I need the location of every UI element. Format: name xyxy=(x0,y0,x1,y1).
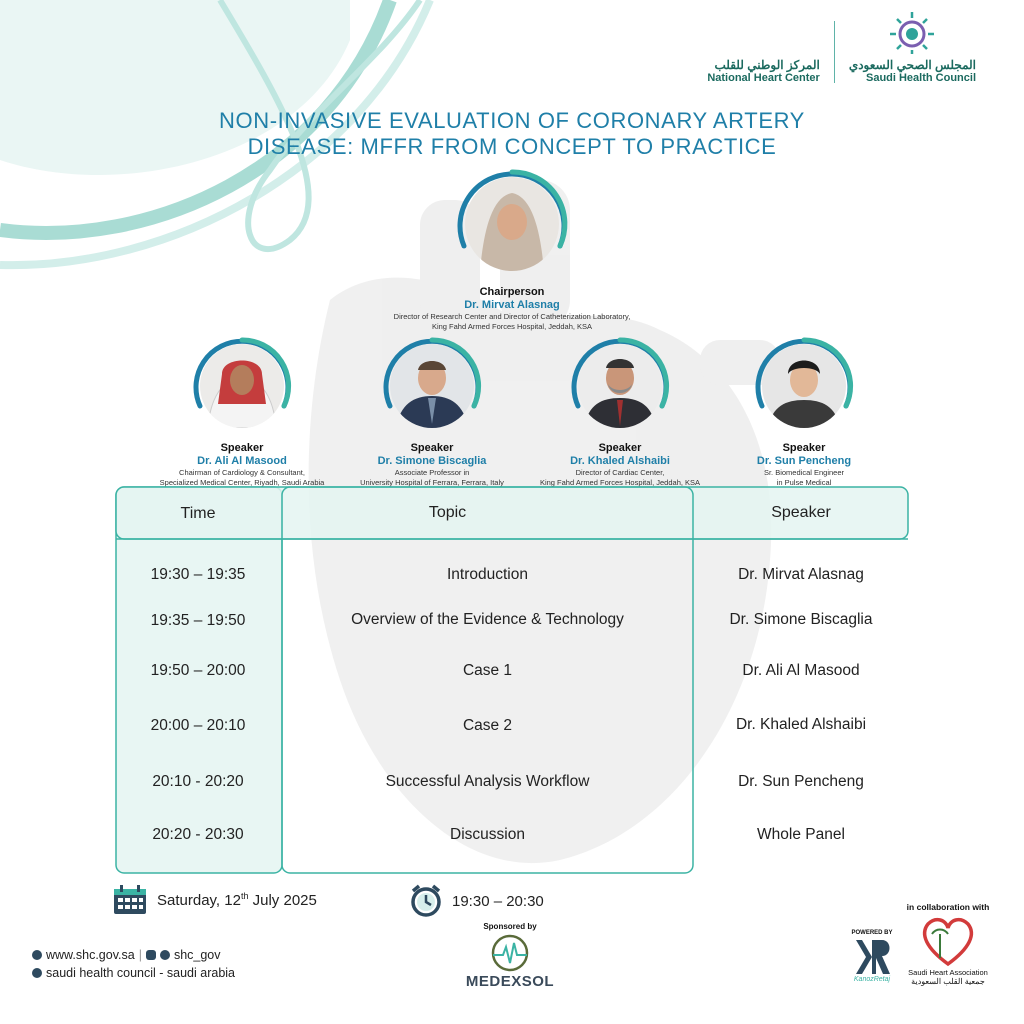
collaboration-label: in collaboration with xyxy=(906,902,990,912)
speaker-1-photo xyxy=(200,344,284,428)
speaker-4-role: Speaker xyxy=(782,442,826,454)
contact-info xyxy=(32,948,235,980)
row-5-time: 20:10 - 20:20 xyxy=(152,773,244,790)
chairperson-card xyxy=(312,166,712,332)
sponsored-by-label: Sponsored by xyxy=(483,922,537,931)
shc-emblem-icon xyxy=(888,10,936,54)
shc-english-name: Saudi Health Council xyxy=(865,72,976,84)
row-3-topic: Case 1 xyxy=(462,662,513,679)
speaker-3-photo xyxy=(578,344,662,428)
event-time xyxy=(410,884,544,918)
speaker-3-portrait-ring xyxy=(568,334,672,438)
date-text: Saturday, 12th July 2025 xyxy=(157,891,317,909)
linkedin-link[interactable]: saudi health council - saudi arabia xyxy=(46,966,236,980)
speaker-3-name: Dr. Khaled Alshaibi xyxy=(570,455,670,467)
chairperson-portrait-ring xyxy=(454,166,570,282)
time-range-text: 19:30 – 20:30 xyxy=(452,892,544,910)
speaker-2-desc-1: Associate Professor in xyxy=(394,468,470,477)
separator: | xyxy=(138,948,142,962)
event-date xyxy=(113,885,317,915)
speaker-3-role: Speaker xyxy=(598,442,642,454)
kanoz-retaj-name: KanozRetaj xyxy=(853,976,891,983)
row-3-time: 19:50 – 20:00 xyxy=(150,662,246,679)
linkedin-icon xyxy=(32,968,42,978)
collaboration-block xyxy=(898,902,998,986)
chairperson-role: Chairperson xyxy=(479,286,545,298)
row-1-time: 19:30 – 19:35 xyxy=(150,566,246,583)
powered-by-block xyxy=(846,930,898,983)
speaker-4-desc-1: Sr. Biomedical Engineer xyxy=(763,468,845,477)
nhc-english-name: National Heart Center xyxy=(707,72,820,84)
chairperson-photo xyxy=(465,177,559,271)
row-1-topic: Introduction xyxy=(447,566,528,583)
speaker-4-photo xyxy=(762,344,846,428)
row-6-time: 20:20 - 20:30 xyxy=(152,826,244,843)
row-3-speaker: Dr. Ali Al Masood xyxy=(742,662,860,679)
speaker-1-portrait-ring xyxy=(190,334,294,438)
speaker-4-portrait-ring xyxy=(752,334,856,438)
title-line-1: NON-INVASIVE EVALUATION OF CORONARY ARTERY xyxy=(219,108,805,133)
speaker-2-name: Dr. Simone Biscaglia xyxy=(377,455,487,467)
speaker-4-name: Dr. Sun Pencheng xyxy=(756,455,852,467)
speaker-2-role: Speaker xyxy=(410,442,454,454)
row-4-topic: Case 2 xyxy=(462,717,513,734)
instagram-icon xyxy=(146,950,156,960)
sha-arabic-name: جمعية القلب السعودية xyxy=(911,977,985,986)
row-4-speaker: Dr. Khaled Alshaibi xyxy=(735,716,867,733)
speaker-3-desc-1: Director of Cardiac Center, xyxy=(575,468,665,477)
speaker-2-desc-2: University Hospital of Ferrara, Ferrara, Italy xyxy=(360,478,504,487)
speaker-1-name: Dr. Ali Al Masood xyxy=(197,455,287,467)
x-icon xyxy=(160,950,170,960)
logo-divider xyxy=(834,21,835,83)
row-1-speaker: Dr. Mirvat Alasnag xyxy=(738,566,864,583)
row-2-topic: Overview of the Evidence & Technology xyxy=(351,611,624,628)
shc-arabic-name: المجلس الصحي السعودي xyxy=(848,58,976,72)
powered-by-label: POWERED BY xyxy=(851,930,893,936)
globe-icon xyxy=(32,950,42,960)
saudi-health-council-logo xyxy=(849,10,976,85)
speaker-2-photo xyxy=(390,344,474,428)
schedule-table xyxy=(115,486,909,874)
row-2-speaker: Dr. Simone Biscaglia xyxy=(729,611,873,628)
chairperson-desc-2: King Fahd Armed Forces Hospital, Jeddah, KSA xyxy=(431,322,593,331)
kanoz-retaj-logo-icon xyxy=(852,938,892,976)
saudi-heart-association-logo-icon xyxy=(918,914,978,968)
alarm-clock-icon xyxy=(410,884,442,918)
speaker-2-portrait-ring xyxy=(380,334,484,438)
chairperson-desc-1: Director of Research Center and Director of Catheterization Laboratory, xyxy=(393,312,631,321)
row-6-speaker: Whole Panel xyxy=(757,826,845,843)
speaker-1-desc-2: Specialized Medical Center, Riyadh, Saudi Arabia xyxy=(159,478,325,487)
social-handle[interactable]: shc_gov xyxy=(173,948,221,962)
sponsor-name: MEDEXSOL xyxy=(465,973,555,990)
header-logos xyxy=(707,10,976,85)
speaker-card-4 xyxy=(692,334,916,488)
page-title xyxy=(100,108,924,160)
row-6-topic: Discussion xyxy=(450,826,525,843)
sha-english-name: Saudi Heart Association xyxy=(908,968,988,977)
national-heart-center-logo xyxy=(707,58,819,85)
speaker-3-desc-2: King Fahd Armed Forces Hospital, Jeddah, KSA xyxy=(539,478,701,487)
table-header-speaker: Speaker xyxy=(771,504,831,521)
speaker-4-desc-2: in Pulse Medical xyxy=(776,478,832,487)
row-5-speaker: Dr. Sun Pencheng xyxy=(738,773,864,790)
row-5-topic: Successful Analysis Workflow xyxy=(385,773,590,790)
speaker-1-role: Speaker xyxy=(220,442,264,454)
medexsol-logo-icon xyxy=(485,933,535,973)
speaker-1-desc-1: Chairman of Cardiology & Consultant, xyxy=(179,468,305,477)
table-frame xyxy=(115,486,909,874)
sponsor-block xyxy=(460,922,560,990)
calendar-icon xyxy=(113,885,147,915)
chairperson-name: Dr. Mirvat Alasnag xyxy=(464,299,560,311)
row-4-time: 20:00 – 20:10 xyxy=(150,717,246,734)
table-header-time: Time xyxy=(180,505,216,522)
nhc-arabic-name: المركز الوطني للقلب xyxy=(714,58,820,72)
website-link[interactable]: www.shc.gov.sa xyxy=(46,948,135,962)
title-line-2: DISEASE: MFFR FROM CONCEPT TO PRACTICE xyxy=(247,134,777,159)
table-header-topic: Topic xyxy=(428,504,467,521)
row-2-time: 19:35 – 19:50 xyxy=(150,612,246,629)
